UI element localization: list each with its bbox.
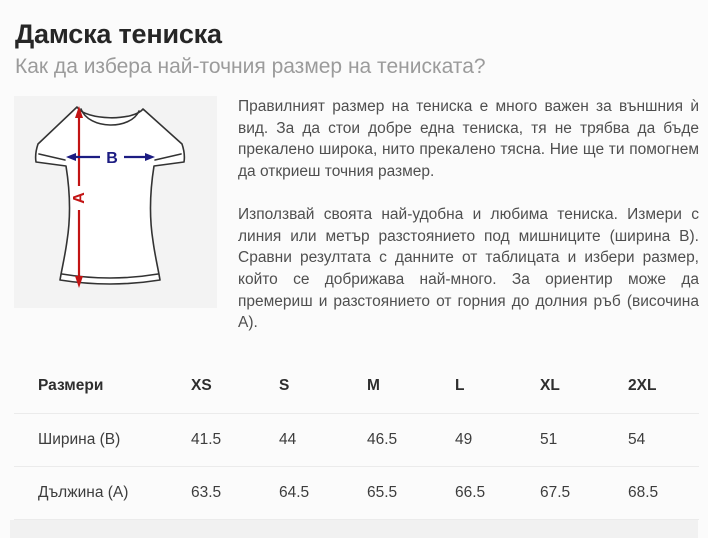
column-header-s: S — [279, 359, 367, 413]
intro-paragraph-1: Правилният размер на тениска е много важен за външния ѝ вид. За да стои добре една тениска, тя не трябва да бъде прекалено широка, нито прекалено тясна. Ние ще ти помогнем да откриеш точния размер. — [238, 98, 699, 181]
column-header-xl: XL — [540, 359, 628, 413]
length-value-s: 64.5 — [279, 466, 367, 519]
width-value-m: 46.5 — [367, 413, 455, 466]
length-value-xl: 67.5 — [540, 466, 628, 519]
width-value-s: 44 — [279, 413, 367, 466]
length-value-l: 66.5 — [455, 466, 540, 519]
page-subtitle: Как да избера най-точния размер на тениската? — [15, 55, 486, 78]
width-value-2xl: 54 — [628, 413, 699, 466]
height-arrow-label: A — [71, 192, 88, 204]
size-table — [14, 359, 699, 520]
intro-text — [238, 96, 699, 334]
size-table-header-row — [14, 359, 699, 413]
length-value-xs: 63.5 — [191, 466, 279, 519]
length-value-m: 65.5 — [367, 466, 455, 519]
column-header-2xl: 2XL — [628, 359, 699, 413]
tshirt-illustration — [14, 96, 217, 308]
column-header-l: L — [455, 359, 540, 413]
page-header — [0, 0, 708, 80]
width-value-xs: 41.5 — [191, 413, 279, 466]
width-value-xl: 51 — [540, 413, 628, 466]
row-label-width: Ширина (B) — [14, 413, 191, 466]
table-row-width — [14, 413, 699, 466]
length-value-2xl: 68.5 — [628, 466, 699, 519]
page-title: Дамска тениска — [15, 19, 222, 49]
size-diagram — [14, 96, 217, 308]
table-row-length — [14, 466, 699, 519]
row-label-length: Дължина (A) — [14, 466, 191, 519]
content-row — [14, 96, 699, 334]
column-header-sizes: Размери — [14, 359, 191, 413]
width-value-l: 49 — [455, 413, 540, 466]
intro-paragraph-2: Използвай своята най-удобна и любима тениска. Измери с линия или метър разстоянието под мишниците (ширина B). Сравни резултата с данните от таблицата и избери размер, който се добрижава най-много. За ориентир може да премериш и разстоянието от горния до долния ръб (височина A). — [238, 205, 699, 332]
column-header-xs: XS — [191, 359, 279, 413]
column-header-m: M — [367, 359, 455, 413]
tshirt-outline — [36, 107, 185, 284]
width-arrow-label: B — [106, 150, 118, 167]
